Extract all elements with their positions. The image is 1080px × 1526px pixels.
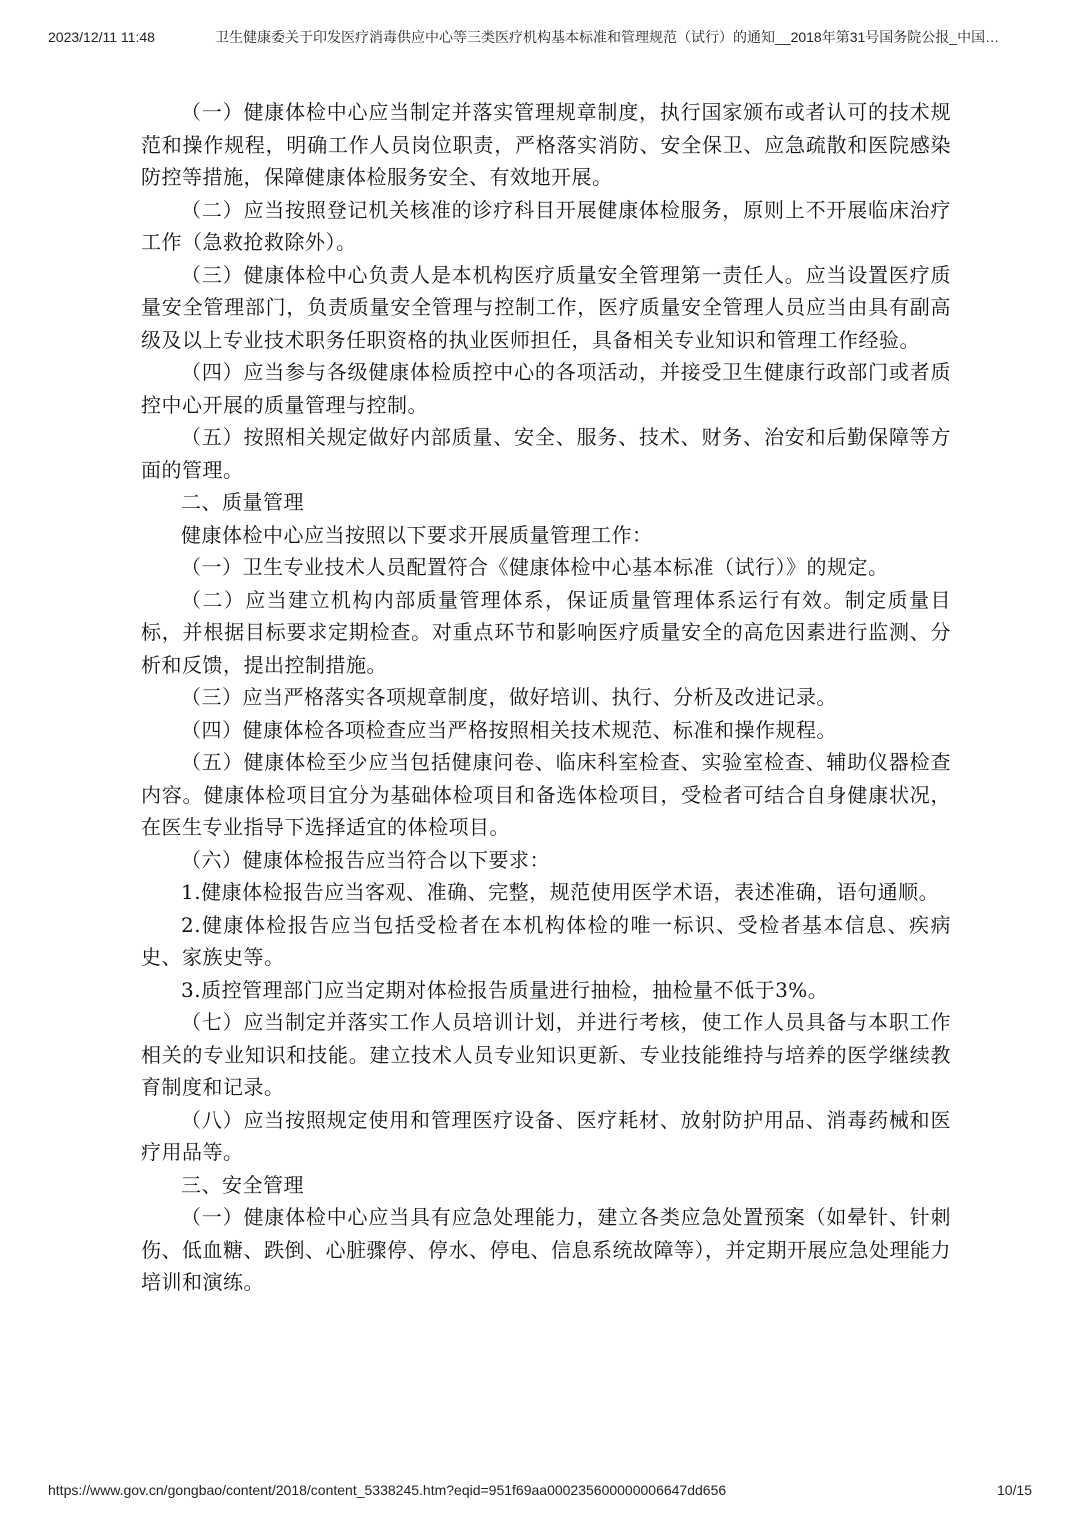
list-item: 2.健康体检报告应当包括受检者在本机构体检的唯一标识、受检者基本信息、疾病史、家族史等。 bbox=[141, 912, 951, 969]
list-item: 3.质控管理部门应当定期对体检报告质量进行抽检，抽检量不低于3%。 bbox=[181, 977, 829, 1002]
section-heading: 三、安全管理 bbox=[181, 1172, 304, 1197]
paragraph: （三）应当严格落实各项规章制度，做好培训、执行、分析及改进记录。 bbox=[181, 685, 837, 709]
paragraph: （八）应当按照规定使用和管理医疗设备、医疗耗材、放射防护用品、消毒药械和医疗用品等。 bbox=[141, 1107, 951, 1164]
print-footer bbox=[48, 1479, 1032, 1501]
paragraph: （一）卫生专业技术人员配置符合《健康体检中心基本标准（试行）》的规定。 bbox=[181, 555, 889, 579]
section-heading: 二、质量管理 bbox=[181, 490, 304, 514]
paragraph: （六）健康体检报告应当符合以下要求： bbox=[181, 847, 550, 872]
paragraph: （三）健康体检中心负责人是本机构医疗质量安全管理第一责任人。应当设置医疗质量安全管理部门，负责质量安全管理与控制工作，医疗质量安全管理人员应当由具有副高级及以上专业技术职务任职资格的执业医师担任，具备相关专业知识和管理工作经验。 bbox=[141, 262, 951, 352]
paragraph: （五）健康体检至少应当包括健康问卷、临床科室检查、实验室检查、辅助仪器检查内容。健康体检项目宜分为基础体检项目和备选体检项目，受检者可结合自身健康状况，在医生专业指导下选择适宜的体检项目。 bbox=[141, 750, 951, 839]
paragraph: （四）健康体检各项检查应当严格按照相关技术规范、标准和操作规程。 bbox=[181, 717, 837, 742]
paragraph: （一）健康体检中心应当具有应急处理能力，建立各类应急处置预案（如晕针、针刺伤、低血糖、跌倒、心脏骤停、停水、停电、信息系统故障等），并定期开展应急处理能力培训和演练。 bbox=[141, 1205, 951, 1294]
paragraph: 健康体检中心应当按照以下要求开展质量管理工作： bbox=[181, 522, 653, 547]
paragraph: （一）健康体检中心应当制定并落实管理规章制度，执行国家颁布或者认可的技术规范和操作规程，明确工作人员岗位职责，严格落实消防、安全保卫、应急疏散和医院感染防控等措施，保障健康体检服务安全、有效地开展。 bbox=[141, 100, 951, 189]
print-header bbox=[48, 26, 1032, 48]
document-title: 卫生健康委关于印发医疗消毒供应中心等三类医疗机构基本标准和管理规范（试行）的通知__2018年第31号国务院公报_中国… bbox=[215, 29, 1000, 45]
paragraph: （五）按照相关规定做好内部质量、安全、服务、技术、财务、治安和后勤保障等方面的管理。 bbox=[141, 425, 951, 482]
paragraph: （七）应当制定并落实工作人员培训计划，并进行考核，使工作人员具备与本职工作相关的专业知识和技能。建立技术人员专业知识更新、专业技能维持与培养的医学继续教育制度和记录。 bbox=[141, 1010, 951, 1099]
page-number: 10/15 bbox=[996, 1482, 1032, 1498]
list-item: 1.健康体检报告应当客观、准确、完整，规范使用医学术语，表述准确，语句通顺。 bbox=[181, 880, 940, 904]
paragraph: （二）应当建立机构内部质量管理体系，保证质量管理体系运行有效。制定质量目标，并根据目标要求定期检查。对重点环节和影响医疗质量安全的高危因素进行监测、分析和反馈，提出控制措施。 bbox=[141, 587, 951, 677]
paragraph: （二）应当按照登记机关核准的诊疗科目开展健康体检服务，原则上不开展临床治疗工作（急救抢救除外）。 bbox=[141, 197, 951, 254]
print-timestamp: 2023/12/11 11:48 bbox=[48, 29, 155, 45]
page-url: https://www.gov.cn/gongbao/content/2018/content_5338245.htm?eqid=951f69aa000235600000006647dd656 bbox=[48, 1482, 727, 1498]
paragraph: （四）应当参与各级健康体检质控中心的各项活动，并接受卫生健康行政部门或者质控中心开展的质量管理与控制。 bbox=[141, 360, 951, 417]
document-body bbox=[141, 96, 951, 1299]
